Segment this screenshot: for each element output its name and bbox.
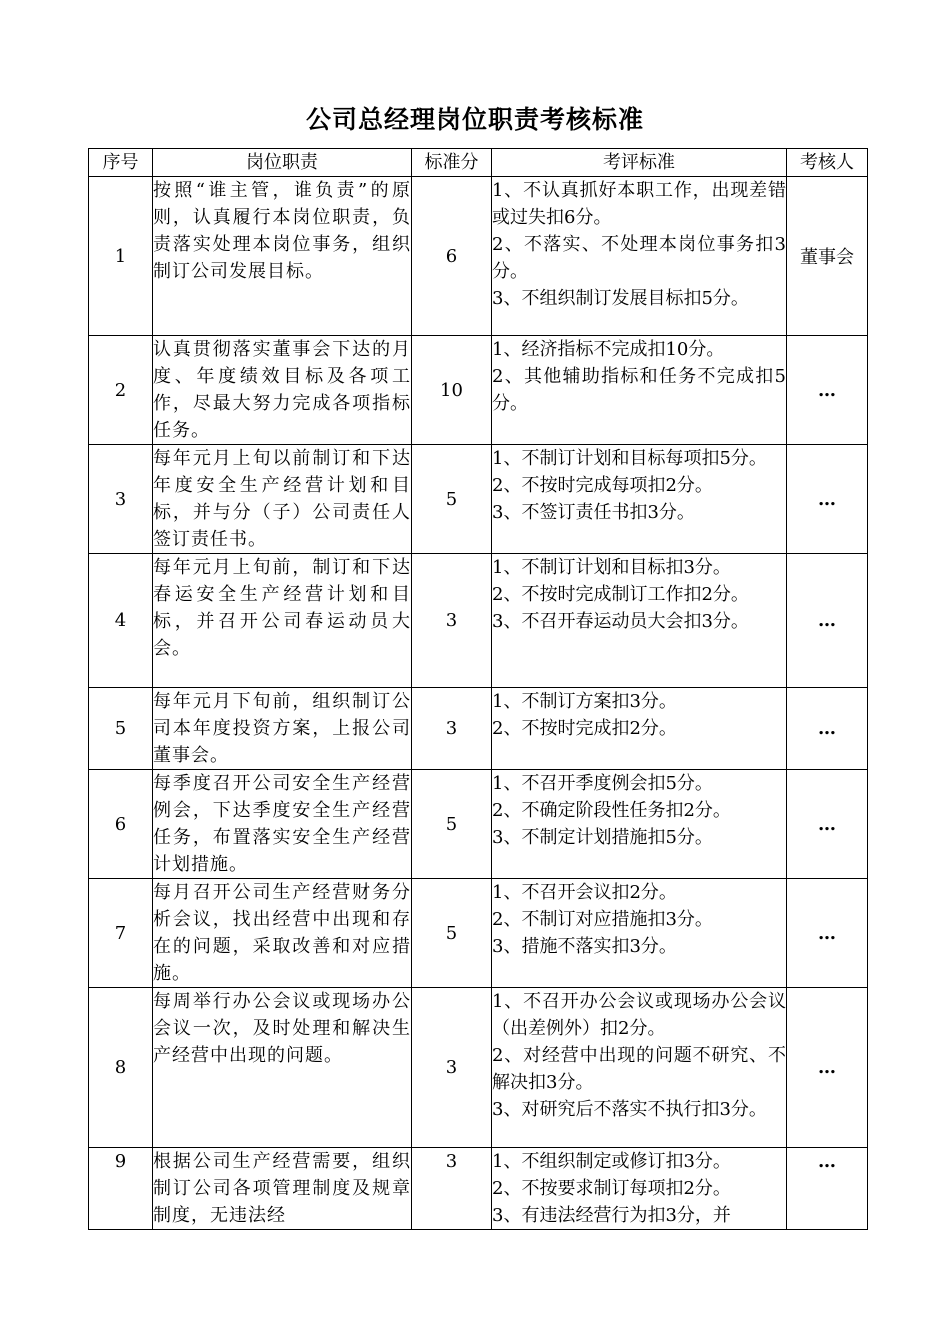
table-row bbox=[89, 879, 868, 988]
row-number: 3 bbox=[89, 445, 153, 554]
row-number: 1 bbox=[89, 177, 153, 336]
criteria-item: 1、不制订计划和目标每项扣5分。 bbox=[492, 448, 767, 469]
criteria-cell bbox=[492, 336, 787, 445]
rater: … bbox=[787, 336, 868, 445]
duty-text: 每月召开公司生产经营财务分析会议，找出经营中出现和存在的问题，采取改善和对应措施。 bbox=[153, 879, 412, 988]
table-row bbox=[89, 336, 868, 445]
criteria-item: 3、不召开春运动员大会扣3分。 bbox=[492, 611, 749, 632]
standard-score: 5 bbox=[412, 879, 492, 988]
table-row bbox=[89, 177, 868, 336]
rater: … bbox=[787, 445, 868, 554]
standard-score: 3 bbox=[412, 554, 492, 688]
criteria-item: 3、不组织制订发展目标扣5分。 bbox=[492, 288, 749, 309]
rater: … bbox=[787, 1148, 868, 1230]
criteria-item: 3、措施不落实扣3分。 bbox=[492, 936, 677, 957]
criteria-item: 1、不制订方案扣3分。 bbox=[492, 691, 677, 712]
header-duty: 岗位职责 bbox=[153, 149, 412, 177]
criteria-item: 3、有违法经营行为扣3分，并 bbox=[492, 1205, 731, 1226]
standard-score: 6 bbox=[412, 177, 492, 336]
criteria-item: 2、不按时完成扣2分。 bbox=[492, 718, 677, 739]
table-row bbox=[89, 770, 868, 879]
standard-score: 5 bbox=[412, 770, 492, 879]
document-title: 公司总经理岗位职责考核标准 bbox=[305, 105, 644, 134]
duty-text: 认真贯彻落实董事会下达的月度、年度绩效目标及各项工作，尽最大努力完成各项指标任务。 bbox=[153, 336, 412, 445]
row-number: 9 bbox=[89, 1148, 153, 1230]
criteria-item: 1、不组织制定或修订扣3分。 bbox=[492, 1151, 731, 1172]
table-row bbox=[89, 554, 868, 688]
row-number: 4 bbox=[89, 554, 153, 688]
standard-score: 10 bbox=[412, 336, 492, 445]
criteria-cell bbox=[492, 770, 787, 879]
criteria-item: 1、不召开季度例会扣5分。 bbox=[492, 773, 713, 794]
header-no: 序号 bbox=[89, 149, 153, 177]
duty-text: 每年元月下旬前，组织制订公司本年度投资方案，上报公司董事会。 bbox=[153, 688, 412, 770]
criteria-item: 1、经济指标不完成扣10分。 bbox=[492, 339, 725, 360]
table-row bbox=[89, 988, 868, 1148]
row-number: 5 bbox=[89, 688, 153, 770]
criteria-cell bbox=[492, 445, 787, 554]
criteria-cell bbox=[492, 988, 787, 1148]
standard-score: 5 bbox=[412, 445, 492, 554]
criteria-item: 3、对研究后不落实不执行扣3分。 bbox=[492, 1099, 767, 1120]
rater: … bbox=[787, 688, 868, 770]
criteria-cell bbox=[492, 554, 787, 688]
row-number: 2 bbox=[89, 336, 153, 445]
table-header-row bbox=[89, 149, 868, 177]
header-criteria: 考评标准 bbox=[492, 149, 787, 177]
criteria-item: 1、不认真抓好本职工作，出现差错或过失扣6分。 bbox=[492, 180, 786, 228]
standard-score: 3 bbox=[412, 688, 492, 770]
standard-score: 3 bbox=[412, 988, 492, 1148]
criteria-item: 2、不确定阶段性任务扣2分。 bbox=[492, 800, 731, 821]
duty-text: 每年元月上旬前，制订和下达春运安全生产经营计划和目标，并召开公司春运动员大会。 bbox=[153, 554, 412, 688]
row-number: 7 bbox=[89, 879, 153, 988]
row-number: 8 bbox=[89, 988, 153, 1148]
criteria-item: 2、不按时完成制订工作扣2分。 bbox=[492, 584, 749, 605]
criteria-cell bbox=[492, 879, 787, 988]
rater: … bbox=[787, 554, 868, 688]
criteria-item: 2、其他辅助指标和任务不完成扣5分。 bbox=[492, 366, 786, 414]
standard-score: 3 bbox=[412, 1148, 492, 1230]
criteria-item: 2、不制订对应措施扣3分。 bbox=[492, 909, 713, 930]
row-number: 6 bbox=[89, 770, 153, 879]
criteria-item: 1、不召开会议扣2分。 bbox=[492, 882, 677, 903]
criteria-item: 2、不按时完成每项扣2分。 bbox=[492, 475, 713, 496]
duty-text: 按照“谁主管，谁负责”的原则，认真履行本岗位职责，负责落实处理本岗位事务，组织制订公司发展目标。 bbox=[153, 177, 412, 336]
duty-text: 根据公司生产经营需要，组织制订公司各项管理制度及规章制度，无违法经 bbox=[153, 1148, 412, 1230]
criteria-item: 2、对经营中出现的问题不研究、不解决扣3分。 bbox=[492, 1045, 786, 1093]
criteria-item: 2、不按要求制订每项扣2分。 bbox=[492, 1178, 731, 1199]
criteria-item: 1、不召开办公会议或现场办公会议（出差例外）扣2分。 bbox=[492, 991, 786, 1039]
rater: … bbox=[787, 770, 868, 879]
assessment-table bbox=[88, 148, 868, 1230]
criteria-cell bbox=[492, 688, 787, 770]
criteria-item: 1、不制订计划和目标扣3分。 bbox=[492, 557, 731, 578]
criteria-item: 3、不签订责任书扣3分。 bbox=[492, 502, 695, 523]
rater: … bbox=[787, 879, 868, 988]
header-rater: 考核人 bbox=[787, 149, 868, 177]
duty-text: 每年元月上旬以前制订和下达年度安全生产经营计划和目标，并与分（子）公司责任人签订责任书。 bbox=[153, 445, 412, 554]
criteria-item: 3、不制定计划措施扣5分。 bbox=[492, 827, 713, 848]
criteria-item: 2、不落实、不处理本岗位事务扣3分。 bbox=[492, 234, 786, 282]
table-row bbox=[89, 1148, 868, 1230]
duty-text: 每季度召开公司安全生产经营例会，下达季度安全生产经营任务，布置落实安全生产经营计划措施。 bbox=[153, 770, 412, 879]
criteria-cell bbox=[492, 177, 787, 336]
duty-text: 每周举行办公会议或现场办公会议一次，及时处理和解决生产经营中出现的问题。 bbox=[153, 988, 412, 1148]
rater: … bbox=[787, 988, 868, 1148]
header-score: 标准分 bbox=[412, 149, 492, 177]
rater: 董事会 bbox=[787, 177, 868, 336]
table-row bbox=[89, 445, 868, 554]
table-row bbox=[89, 688, 868, 770]
criteria-cell bbox=[492, 1148, 787, 1230]
